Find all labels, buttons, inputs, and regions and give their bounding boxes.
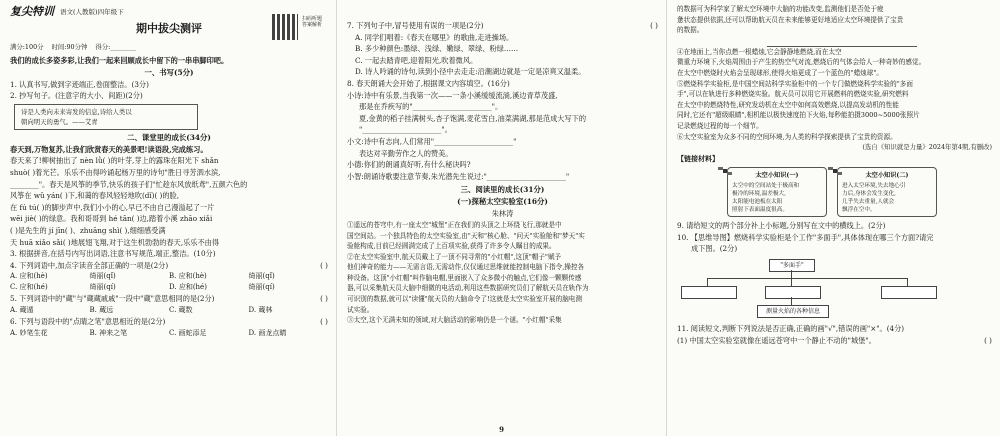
article-line: 在太空中的燃烧特性,研究发动机在太空中如何高效燃烧,以提高发动机的性能 — [677, 100, 899, 109]
q5-option[interactable]: B. 蔵远 — [89, 305, 114, 314]
section-2-heading: 二、课堂里的成长(34分) — [127, 132, 211, 142]
satellite-icon — [718, 164, 732, 178]
page-number: 9 — [499, 425, 504, 434]
question-10: 10. 【思维导图】燃烧科学实验柜是个工作"多面手",具体体现在哪三个方面?请完 — [677, 232, 934, 242]
passage-line: 风筝在 wǔ yán( )下,和蔼的春风轻轻地吹(dǐ)( )的脸, — [10, 191, 180, 201]
connector — [791, 278, 792, 286]
passage-line: ________"。春天是风筝的季节,快乐的孩子们"忙趁东风放纸鸢",五颜六色的 — [10, 179, 248, 189]
question-4: 4. 下列词语中,加点字读音全部正确的一项是(2分) ( ) — [10, 260, 328, 270]
mind-map-bottom: 测量火焰的各种信息 — [757, 305, 829, 318]
answer-box[interactable] — [681, 286, 737, 299]
article-line: ④在地面上,当你点燃一根蜡烛,它会静静地燃烧,而在太空 — [677, 47, 842, 56]
answer-box[interactable] — [881, 286, 937, 299]
connector — [791, 270, 792, 278]
full-score: 满分:100分 — [10, 43, 44, 51]
edition-label: 语文(人教版)四年级下 — [60, 7, 124, 16]
q4-options-row-2 — [10, 282, 328, 293]
q5-option[interactable]: A. 蔵遁 — [10, 305, 34, 314]
connector — [791, 297, 792, 305]
q4-option: 绮丽(qí) — [248, 283, 275, 292]
poem-line-2: 朝向明天的勇气。——艾青 — [21, 117, 98, 126]
article-line: 手",可以在轨进行多种燃烧实验。航天员可以用它开展燃料的燃烧实验,研究燃料 — [677, 90, 909, 99]
mind-map — [677, 257, 992, 321]
recital-line: 表达对辛勤劳作之人的赞美。 — [359, 148, 453, 158]
exam-meta — [10, 42, 328, 51]
answer-box[interactable] — [765, 286, 821, 299]
score-field[interactable]: 得分:________ — [95, 43, 136, 51]
satellite-icon — [828, 164, 842, 178]
article-line: 的数据可为科学家了解太空环境中大脑的功能改变,监测他们是否处于疲 — [677, 5, 884, 13]
article-line: 他们神奇的能力——无需言语,无需动作,仅仅通过思维就能控制电脑下指令,操控各 — [347, 263, 585, 272]
subtitle-blank[interactable] — [767, 36, 917, 47]
recital-line: 小诗:诗中有乐景,当我第一次——一条小溪缓缓流淌,溪边青草茂盛, — [347, 90, 558, 100]
passage-line: 在 fú tú( )的脚步声中,我们小小的心,早已不由自己漫溢起了一片 — [10, 202, 215, 212]
article-line: 可识别的数据,就可以"读懂"航天员的大脑命令了!这就是太空实验室开展的脑电测 — [347, 295, 582, 304]
card-title: 太空小知识(一) — [755, 172, 799, 180]
page-right — [666, 0, 1000, 436]
knowledge-card-2 — [837, 167, 937, 217]
answer-paren[interactable]: ( ) — [320, 260, 328, 270]
article-line: ⑥太空实验室为众多不同的空间环境,为人类的科学探索提供了宝贵的资源。 — [677, 132, 897, 141]
q6-options — [10, 328, 328, 339]
card-line: 太阳能电池板在太阳 — [732, 199, 783, 206]
recital-line[interactable]: 小智:朗诵诗歌要注意节奏,朱光潜先生说过:"______________________" — [347, 171, 570, 181]
knowledge-cards — [727, 167, 992, 217]
section-1-heading: 一、书写(5分) — [144, 67, 194, 77]
mind-map-center: "多面手" — [769, 259, 815, 272]
q6-option[interactable]: D. 画龙点睛 — [248, 328, 287, 337]
q5-options — [10, 305, 328, 316]
time-limit: 时间:90分钟 — [51, 43, 88, 51]
q6-option[interactable]: C. 画蛇添足 — [169, 328, 207, 337]
recital-line[interactable]: "______________________"。 — [359, 125, 452, 135]
question-10-cont: 成下图。(2分) — [691, 244, 738, 254]
question-5: 5. 下列词语中的"蔵"与"蔵蔵戚戚"一段中"蔵"意思相同的是(2分) ( ) — [10, 294, 328, 304]
article-line: ①遥远的苍穹中,有一座太空"城堡"正在我们的头顶之上环绕飞行,那就是中 — [347, 220, 562, 229]
spring-heading: 春天到,万物复苏,让我们欣赏春天的美景吧!读语段,完成练习。 — [10, 144, 208, 154]
card-title: 太空小知识(二) — [865, 172, 909, 180]
article-line: 惫状态提供依据,还可以帮助航天员在未来能够更好地适应太空环境提供了宝贵 — [677, 15, 904, 24]
q7-option[interactable]: D. 诗人吟诵的诗句,读到小径中去走走:沿潮湖边就是一定是凉爽又温柔。 — [355, 67, 586, 77]
question-8: 8. 春天朗诵大会开始了,根据课文内容填空。(16分) — [347, 78, 510, 88]
section-3-heading: 三、阅读里的成长(31分) — [460, 185, 545, 195]
passage-line: shuò( )着光芒。乐乐不由得吟诵起杨万里的诗句"胜日寻芳泗水滨, — [10, 167, 221, 177]
question-11: 11. 阅读短文,判断下列说法是否正确,正确的画"√",错误的画"×"。(4分) — [677, 323, 905, 333]
card-line: 照射下表面温度很高。 — [732, 207, 788, 214]
answer-paren[interactable]: ( ) — [650, 21, 658, 30]
q4-option: 绮丽(qǐ) — [89, 272, 116, 281]
q4-option: 绮丽(qǐ) — [248, 272, 275, 281]
article-author: 朱林涛 — [491, 209, 514, 219]
qr-code-icon[interactable] — [272, 14, 298, 40]
q7-option[interactable]: B. 多少种颜色:墨绿、浅绿、嫩绿、翠绿、粉绿…… — [355, 44, 519, 54]
article-line: 种设备。这顶"小红帽"叫作脑电帽,里面嵌入了众多微小的触点,它们像一颗颗传感 — [347, 273, 582, 282]
question-3: 3. 根据拼音,在括号内写出词语,注意书写规范,端正,整洁。(10分) — [10, 249, 216, 259]
q5-option[interactable]: C. 蔵数 — [169, 305, 193, 314]
article-line: 国空间站。一个独具特色的太空实验室,由"天和"核心舱、"问天"实验舱和"梦天"实 — [347, 231, 585, 240]
poem-box — [14, 104, 198, 130]
q6-option[interactable]: B. 神来之笔 — [89, 328, 128, 337]
answer-paren[interactable]: ( ) — [984, 335, 992, 345]
article-line: 验舱构成,目前已经圆满完成了上百项实验,获得了许多令人瞩目的成果。 — [347, 242, 556, 251]
question-2: 2. 抄写句子。(注意字的大小、间距)(2分) — [10, 91, 143, 101]
article-line: 同时,它还有"超级眼睛",相机能以极快速度拍下火焰,每秒能拍摄3000~5000张照片 — [677, 111, 920, 120]
page-middle — [336, 0, 666, 436]
q4-option[interactable]: C. 应和(hé) — [10, 283, 48, 292]
recital-line: 小德:你们的朗诵真好听,有什么秘诀吗? — [347, 160, 471, 170]
connector — [707, 278, 708, 286]
recital-line[interactable]: 那是在乔疾写的"______________________"。 — [359, 102, 503, 112]
card-line: 进入太空环境,失去地心引 — [842, 183, 906, 190]
knowledge-card-1 — [727, 167, 827, 217]
card-line: 几乎失去重量,人就会 — [842, 199, 895, 206]
exam-title: 期中拔尖测评 — [136, 22, 202, 35]
question-9: 9. 请给短文的两个部分补上小标题,分别写在文中的横线上。(2分) — [677, 221, 886, 231]
article-line: 记录燃烧过程的每一个细节。 — [677, 121, 763, 130]
article-line: 器,可以采集航天员大脑中细微的电活动,利用这些数据研究员们了解航天员在轨作为 — [347, 284, 589, 293]
reading-1-heading: (一)探秘太空实验室(16分) — [457, 197, 548, 207]
card-line: 太空中的空间站处于极高和 — [732, 183, 800, 190]
passage-line: ( )是先生的 jí jīn( )、zhuāng shì( ),细细感受满 — [10, 225, 166, 235]
q4-option[interactable]: D. 应和(hé) — [169, 283, 207, 292]
qr-note: 扫码听题 答案解析 — [302, 16, 323, 28]
question-6: 6. 下列与语段中的"点睛之笔"意思相近的是(2分) ( ) — [10, 316, 328, 326]
q4-options-row-1 — [10, 271, 328, 282]
intro-text: 我们的成长多姿多彩,让我们一起来回顾成长中留下的一串串脚印吧。 — [10, 56, 229, 65]
question-11-item-1: (1) 中国太空实验室就像在遥远苍穹中一个静止不动的"城堡"。 ( ) — [677, 335, 992, 345]
q7-option[interactable]: A. 同学们唱着:《春天在哪里》的歌曲,走进操场。 — [355, 32, 514, 42]
article-line: ②在太空实验室中,航天员戴上了一顶不同寻常的"小红帽",这顶"帽子"赋予 — [347, 252, 562, 261]
answer-paren[interactable]: ( ) — [320, 294, 328, 304]
question-7: 7. 下列句子中,冒号使用有误的一项是(2分) ( ) — [347, 21, 658, 30]
recital-line[interactable]: 小文:诗中有志向,人们常用"______________________" — [347, 136, 517, 146]
card-line: 极冷的环境,温差极大, — [732, 191, 786, 198]
brand-logo: 复尖特训 — [10, 5, 54, 18]
article-line: 在太空中燃烧时火焰会呈现球形,使得火焰更成了一个蓝色的"蜡烛球"。 — [677, 68, 883, 77]
q5-option[interactable]: D. 蔵林 — [248, 305, 273, 314]
connector — [907, 278, 908, 286]
article-line: 试实验。 — [347, 305, 374, 314]
q4-option[interactable]: B. 应和(hè) — [169, 272, 207, 281]
link-material-heading: 【链接材料】 — [677, 154, 719, 164]
passage-line: wēi jiè( )的绿意。我和哥哥到 hé tān( )边,踏着小溪 zhāo xiǎi — [10, 214, 213, 224]
article-source: (选自《知识就是力量》2024年第4期,有删改) — [862, 143, 992, 152]
article-line: ③太空,这个无满未知的领域,对大脑活动的影响仍是一个谜。"小红帽"采集 — [347, 316, 562, 325]
recital-line: 夏,金黄的稻子挂满树头,杏子饱满,麦花雪白,油菜满湖,那是范成大写下的 — [359, 113, 587, 123]
q4-option[interactable]: A. 应和(hè) — [10, 272, 48, 281]
page-left — [0, 0, 336, 436]
poem-line-1: 诗是人类向未来寄发的信息,诗给人类以 — [21, 107, 132, 116]
q4-option: 绮丽(qí) — [89, 283, 116, 292]
passage-line: 天 huā xiǎo sǎi( )地展翅飞翔,对于这生机勃勃的春天,乐乐不由得 — [10, 237, 220, 247]
answer-paren[interactable]: ( ) — [320, 316, 328, 326]
article-line: 微重力环境下,火焰周围由于产生的热空气对流,燃烧后的气体会给人一种奇妙的感觉。 — [677, 58, 926, 67]
q7-option[interactable]: C. 一起去踏青吧,迎着阳光,吹着微风。 — [355, 55, 478, 65]
card-line: 飘浮在空中。 — [842, 207, 876, 214]
connector — [707, 278, 907, 279]
passage-line: 春天来了!柳树抽出了 nèn lǜ( )的叶芽,芽上的露珠在阳光下 shǎn — [10, 156, 219, 166]
article-line: 的数据。 — [677, 26, 704, 35]
card-line: 力后,身体会发生变化, — [842, 191, 896, 198]
q6-option[interactable]: A. 妙笔生花 — [10, 328, 48, 337]
question-1: 1. 认真书写,做到字迹端正,卷面整洁。(3分) — [10, 79, 149, 89]
article-line: ⑤燃烧科学实验柜,是中国空间站科学实验柜中的一个专门做燃烧科学实验的"多面 — [677, 79, 913, 88]
